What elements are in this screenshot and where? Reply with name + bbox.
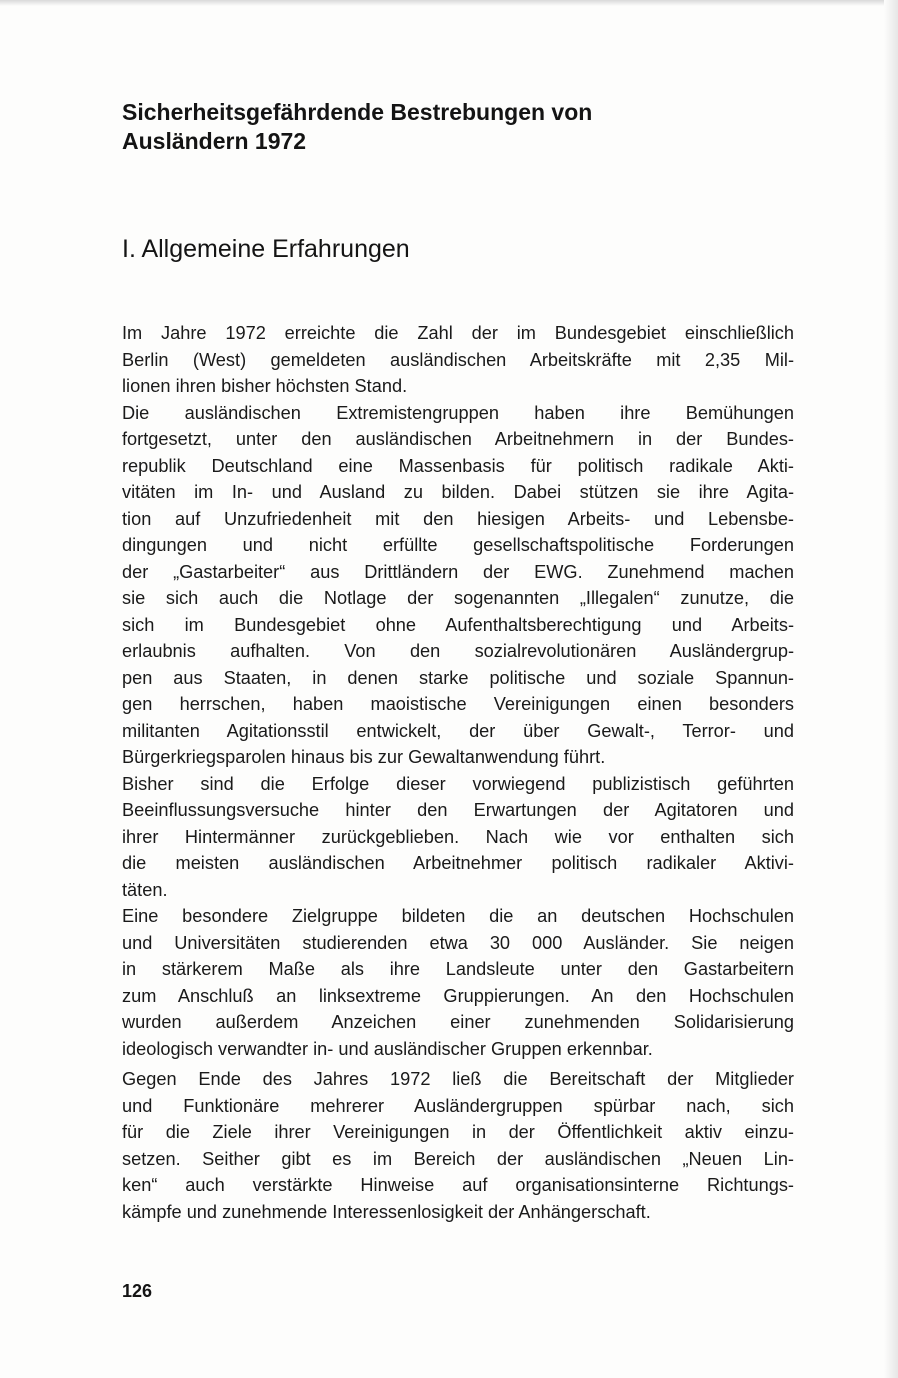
text-line: sich im Bundesgebiet ohne Aufenthaltsberechtigung und Arbeits- (122, 614, 794, 635)
paragraph (122, 320, 794, 400)
text-line: setzen. Seither gibt es im Bereich der ausländischen „Neuen Lin- (122, 1148, 794, 1169)
text-line: dingungen und nicht erfüllte gesellschaftspolitische Forderungen (122, 535, 794, 555)
document-title (122, 98, 782, 156)
text-line: Im Jahre 1972 erreichte die Zahl der im Bundesgebiet einschließlich (122, 323, 794, 343)
text-line: gen herrschen, haben maoistische Vereinigungen einen besonders (122, 694, 794, 714)
text-line: Beeinflussungsversuche hinter den Erwartungen der Agitatoren und (122, 800, 794, 820)
text-line: Berlin (West) gemeldeten ausländischen Arbeitskräfte mit 2,35 Mil- (122, 349, 794, 370)
text-line: vitäten im In- und Ausland zu bilden. Dabei stützen sie ihre Agita- (122, 482, 794, 502)
text-line: für die Ziele ihrer Vereinigungen in der Öffentlichkeit aktiv einzu- (122, 1122, 794, 1142)
text-line: erlaubnis aufhalten. Von den sozialrevolutionären Ausländergrup- (122, 641, 794, 661)
text-line: Eine besondere Zielgruppe bildeten die an deutschen Hochschulen (122, 906, 794, 926)
text-line: republik Deutschland eine Massenbasis für politisch radikale Akti- (122, 455, 794, 476)
paragraph (122, 903, 794, 1062)
text-line: sie sich auch die Notlage der sogenannten „Illegalen“ zunutze, die (122, 588, 794, 608)
text-line: täten. (122, 879, 168, 900)
text-line: und Universitäten studierenden etwa 30 000 Ausländer. Sie neigen (122, 932, 794, 953)
body-text (122, 320, 794, 1225)
text-line: und Funktionäre mehrerer Ausländergruppen spürbar nach, sich (122, 1095, 794, 1116)
text-line: zum Anschluß an linksextreme Gruppierungen. An den Hochschulen (122, 985, 794, 1006)
page-number: 126 (122, 1281, 153, 1301)
text-line: militanten Agitationsstil entwickelt, der über Gewalt-, Terror- und (122, 720, 794, 741)
text-line: kämpfe und zunehmende Interessenlosigkeit der Anhängerschaft. (122, 1201, 651, 1222)
text-line: Gegen Ende des Jahres 1972 ließ die Bereitschaft der Mitglieder (122, 1069, 794, 1089)
title-line-2: Ausländern 1972 (122, 128, 307, 154)
paragraph (122, 771, 794, 904)
text-line: pen aus Staaten, in denen starke politische und soziale Spannun- (122, 667, 794, 688)
paragraph (122, 400, 794, 771)
text-line: ken“ auch verstärkte Hinweise auf organisationsinterne Richtungs- (122, 1175, 794, 1195)
page-top-shadow (0, 0, 898, 6)
title-line-1: Sicherheitsgefährdende Bestrebungen von (122, 99, 593, 125)
text-line: der „Gastarbeiter“ aus Drittländern der EWG. Zunehmend machen (122, 561, 794, 582)
text-line: tion auf Unzufriedenheit mit den hiesigen Arbeits- und Lebensbe- (122, 508, 794, 529)
text-line: ideologisch verwandter in- und ausländischer Gruppen erkennbar. (122, 1038, 653, 1059)
section-heading: I. Allgemeine Erfahrungen (122, 235, 410, 263)
text-line: Bürgerkriegsparolen hinaus bis zur Gewaltanwendung führt. (122, 747, 606, 767)
text-line: lionen ihren bisher höchsten Stand. (122, 376, 408, 396)
text-line: die meisten ausländischen Arbeitnehmer politisch radikaler Aktivi- (122, 853, 794, 873)
text-line: ihrer Hintermänner zurückgeblieben. Nach wie vor enthalten sich (122, 826, 794, 847)
text-line: in stärkerem Maße als ihre Landsleute unter den Gastarbeitern (122, 959, 794, 979)
paragraph (122, 1066, 794, 1225)
text-line: wurden außerdem Anzeichen einer zunehmenden Solidarisierung (122, 1012, 794, 1032)
page-right-shadow (884, 0, 898, 1378)
text-line: Die ausländischen Extremistengruppen haben ihre Bemühungen (122, 402, 794, 423)
text-line: Bisher sind die Erfolge dieser vorwiegend publizistisch geführten (122, 773, 794, 794)
text-line: fortgesetzt, unter den ausländischen Arbeitnehmern in der Bundes- (122, 429, 794, 449)
